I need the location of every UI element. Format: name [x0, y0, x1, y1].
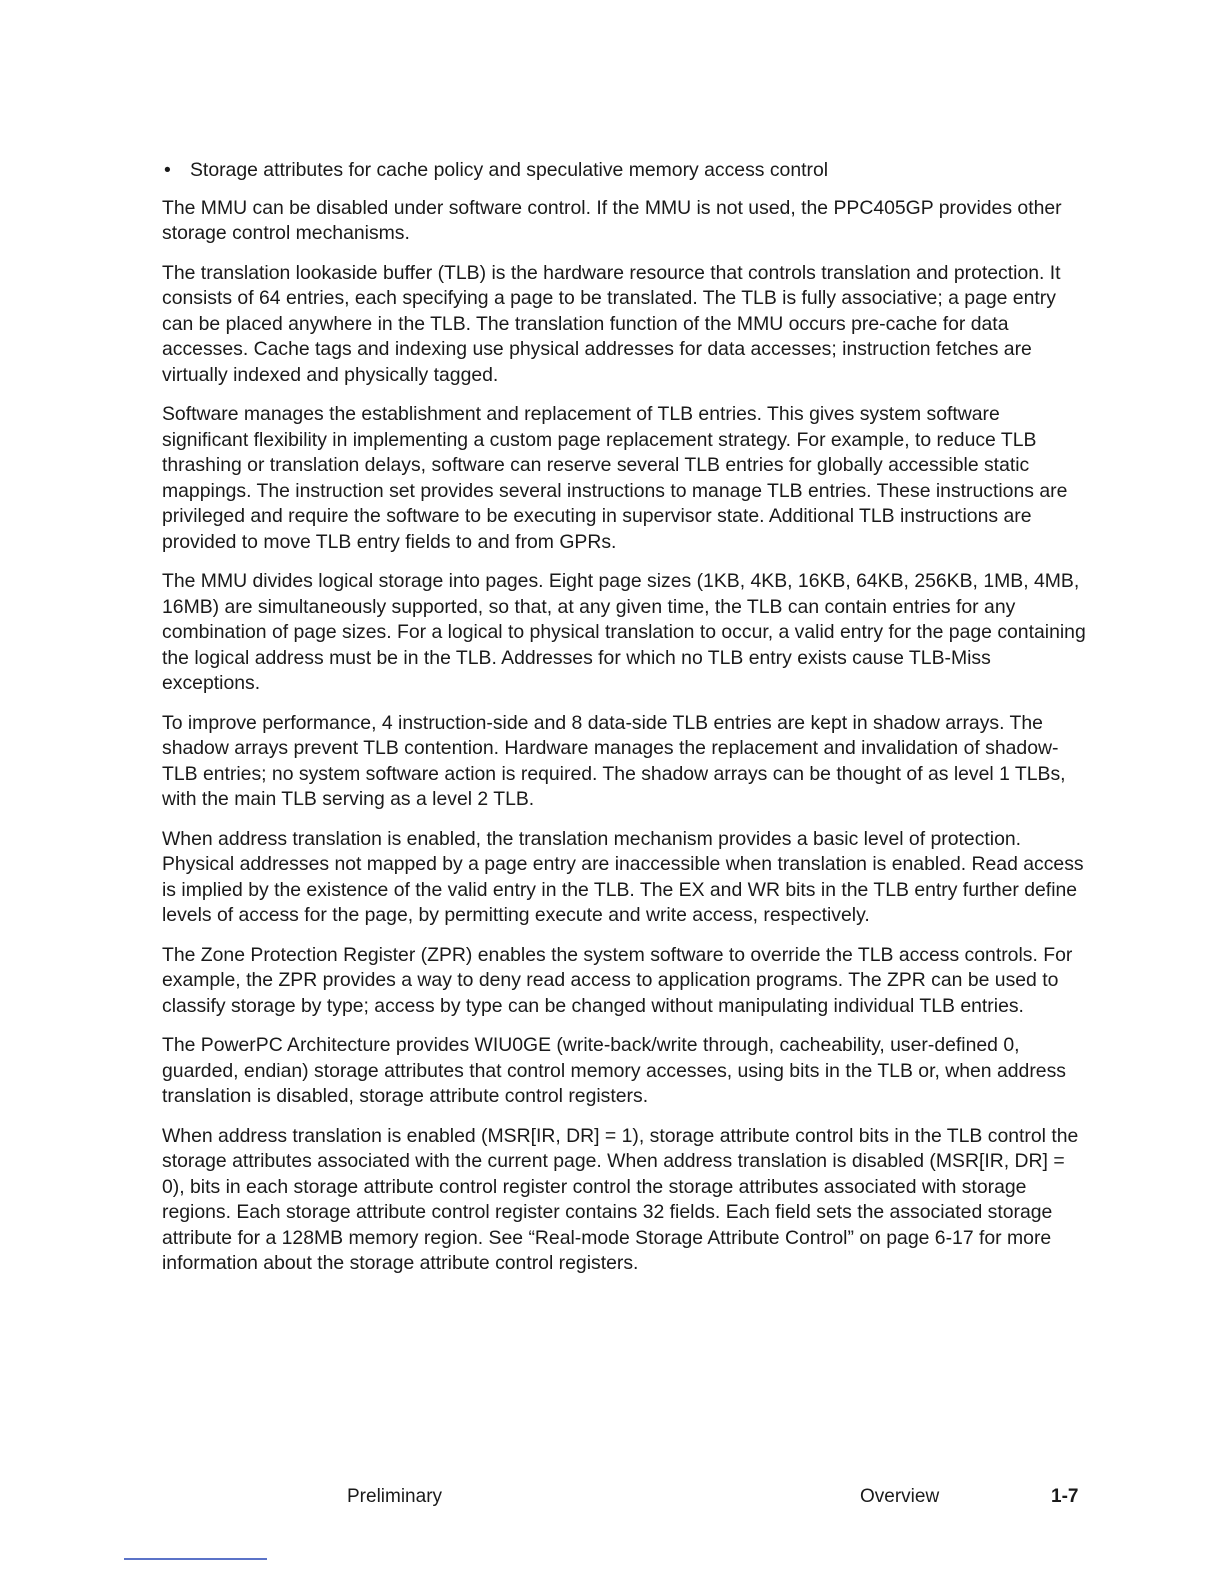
footer-section: Overview [860, 1486, 940, 1507]
corner-rule [124, 1558, 267, 1560]
paragraph-protection: When address translation is enabled, the translation mechanism provides a basic level of protection. Physical addresses not mapped by a page entry are inaccessible when translation is enabled. Read access is implied by the existence of the valid entry in the TLB. The EX and WR bits in the TLB entry further define levels of access for the page, by permitting execute and write access, respectively. [162, 827, 1084, 926]
paragraph-tlb: The translation lookaside buffer (TLB) is the hardware resource that controls translation and protection. It consists of 64 entries, each specifying a page to be translated. The TLB is fully associative; a page entry can be placed anywhere in the TLB. The translation function of the MMU occurs pre-cache for data accesses. Cache tags and indexing use physical addresses for data accesses; instruction fetches are virtually indexed and physically tagged. [162, 261, 1061, 386]
paragraph-page-sizes: The MMU divides logical storage into pages. Eight page sizes (1KB, 4KB, 16KB, 64KB, 256KB, 1MB, 4MB, 16MB) are simultaneously supported, so that, at any given time, the TLB can contain entries for any combination of page sizes. For a logical to physical translation to occur, a valid entry for the page containing the logical address must be in the TLB. Addresses for which no TLB entry exists cause TLB-Miss exceptions. [162, 570, 1086, 694]
bullet-icon: • [164, 159, 171, 181]
paragraph-zpr: The Zone Protection Register (ZPR) enables the system software to override the TLB access controls. For example, the ZPR provides a way to deny read access to application programs. The ZPR can be used to classify storage by type; access by type can be changed without manipulating individual TLB entries. [162, 943, 1073, 1017]
paragraph-storage-attributes: The PowerPC Architecture provides WIU0GE (write-back/write through, cacheability, user-defined 0, guarded, endian) storage attributes that control memory accesses, using bits in the TLB or, when address translation is disabled, storage attribute control registers. [162, 1034, 1066, 1107]
page-body [162, 158, 1087, 1291]
paragraph-mmu-disable: The MMU can be disabled under software control. If the MMU is not used, the PPC405GP provides other storage control mechanisms. [162, 196, 1062, 244]
footer-page-number: 1-7 [1051, 1486, 1079, 1507]
paragraph-real-mode: When address translation is enabled (MSR[IR, DR] = 1), storage attribute control bits in the TLB control the storage attributes associated with the current page. When address translation is disabled (MSR[IR, DR] = 0), bits in each storage attribute control register control the storage attributes associated with storage regions. Each storage attribute control register contains 32 fields. Each field sets the associated storage attribute for a 128MB memory region. See “Real-mode Storage Attribute Control” on page 6-17 for more information about the storage attribute control registers. [162, 1124, 1079, 1274]
paragraph-shadow-arrays: To improve performance, 4 instruction-side and 8 data-side TLB entries are kept in shadow arrays. The shadow arrays prevent TLB contention. Hardware manages the replacement and invalidation of shadow-TLB entries; no system software action is required. The shadow arrays can be thought of as level 1 TLBs, with the main TLB serving as a level 2 TLB. [162, 711, 1066, 810]
footer-status: Preliminary [347, 1486, 443, 1507]
bullet-item [162, 158, 1087, 184]
paragraph-tlb-management: Software manages the establishment and replacement of TLB entries. This gives system software significant flexibility in implementing a custom page replacement strategy. For example, to reduce TLB thrashing or translation delays, software can reserve several TLB entries for globally accessible static mappings. The instruction set provides several instructions to manage TLB entries. These instructions are privileged and require the software to be executing in supervisor state. Additional TLB instructions are provided to move TLB entry fields to and from GPRs. [162, 403, 1068, 553]
bullet-text: Storage attributes for cache policy and speculative memory access control [190, 159, 829, 181]
